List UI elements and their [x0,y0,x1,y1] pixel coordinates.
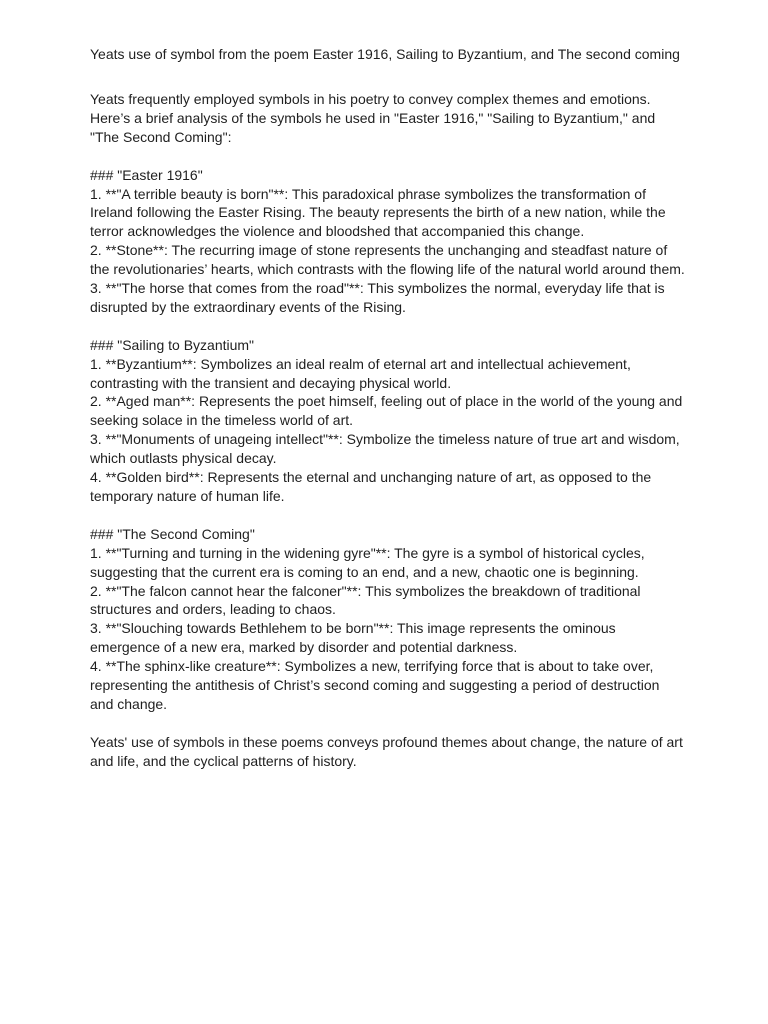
section-line: disrupted by the extraordinary events of the Rising. [90,298,406,315]
section-line: contrasting with the transient and decaying physical world. [90,374,452,391]
conclusion-line: and life, and the cyclical patterns of history. [90,752,357,769]
section-line: 2. **Stone**: The recurring image of stone represents the unchanging and steadfast nature of [90,242,668,259]
section-heading-the-second-coming: ### "The Second Coming" [90,525,255,542]
section-line: 3. **"Slouching towards Bethlehem to be born"**: This image represents the ominous [90,620,616,637]
section-heading-easter-1916: ### "Easter 1916" [90,166,203,183]
blank-line [90,506,688,525]
section-line: the revolutionaries’ hearts, which contrasts with the flowing life of the natural world around them. [90,261,685,278]
section-line: 4. **Golden bird**: Represents the eternal and unchanging nature of art, as opposed to the [90,469,652,486]
section-line: representing the antithesis of Christ’s second coming and suggesting a period of destruction [90,677,660,694]
section-line: 2. **"The falcon cannot hear the falconer"**: This symbolizes the breakdown of traditional [90,582,641,599]
section-line: terror acknowledges the violence and bloodshed that accompanied this change. [90,223,585,240]
section-line: seeking solace in the timeless world of art. [90,412,354,429]
section-line: 2. **Aged man**: Represents the poet himself, feeling out of place in the world of the young and [90,393,683,410]
intro-line: Yeats frequently employed symbols in his poetry to convey complex themes and emotions. [90,91,651,107]
conclusion-line: Yeats' use of symbols in these poems conveys profound themes about change, the nature of art [90,733,683,750]
section-line: Ireland following the Easter Rising. The beauty represents the birth of a new nation, while the [90,204,666,221]
section-line: temporary nature of human life. [90,488,285,504]
section-line: and change. [90,695,168,712]
intro-line: Here’s a brief analysis of the symbols he used in "Easter 1916," "Sailing to Byzantium," and [90,109,656,126]
document-title: Yeats use of symbol from the poem Easter 1916, Sailing to Byzantium, and The second coming [90,46,680,62]
section-line: 1. **"Turning and turning in the widening gyre"**: The gyre is a symbol of historical cycles, [90,544,645,561]
section-line: which outlasts physical decay. [90,450,277,467]
section-line: 4. **The sphinx-like creature**: Symbolizes a new, terrifying force that is about to take over, [90,658,654,675]
section-line: 3. **"The horse that comes from the road"**: This symbolizes the normal, everyday life that is [90,280,665,297]
section-line: structures and orders, leading to chaos. [90,601,336,618]
blank-line [90,714,688,733]
blank-line [90,317,688,336]
section-line: 1. **"A terrible beauty is born"**: This paradoxical phrase symbolizes the transformation of [90,185,646,202]
section-heading-sailing-to-byzantium: ### "Sailing to Byzantium" [90,336,255,353]
intro-line: "The Second Coming": [90,128,232,145]
section-line: 3. **"Monuments of unageing intellect"**: Symbolize the timeless nature of true art and wisdom, [90,431,680,448]
intro-paragraph [90,90,688,771]
section-line: 1. **Byzantium**: Symbolizes an ideal realm of eternal art and intellectual achievement, [90,355,631,372]
section-line: suggesting that the current era is coming to an end, and a new, chaotic one is beginning. [90,563,639,580]
blank-line [90,147,688,166]
section-line: emergence of a new era, marked by disorder and potential darkness. [90,639,518,656]
